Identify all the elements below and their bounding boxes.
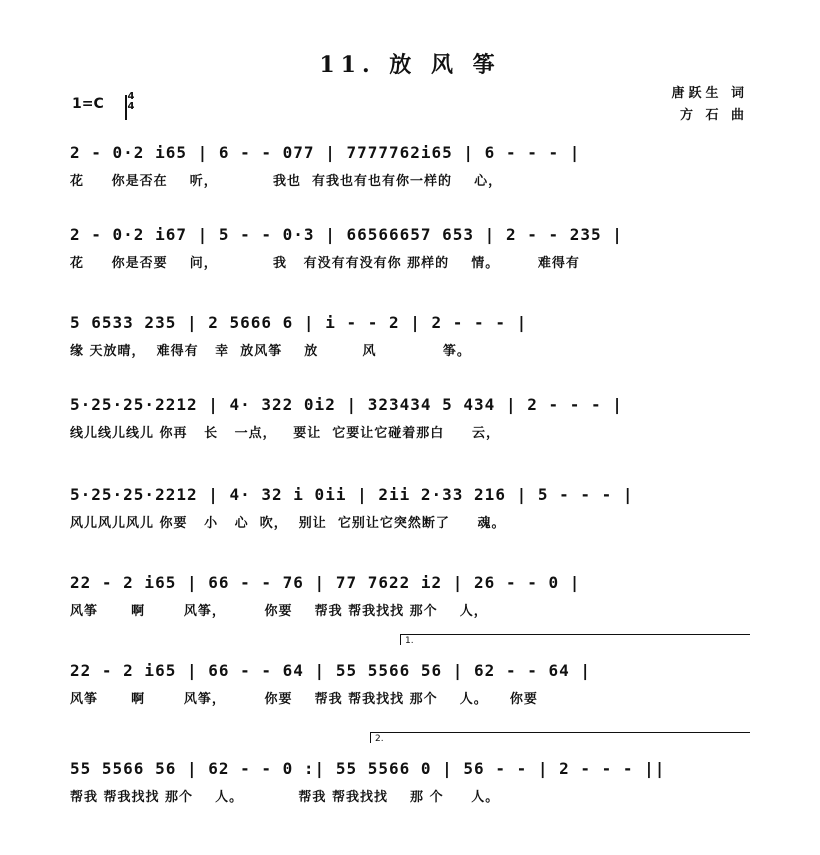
notation-line: 22 - 2 i65 | 66 - - 76 | 77 7622 i2 | 26 - - 0 | xyxy=(70,573,581,592)
score-line-8 xyxy=(0,756,820,836)
score-line-1 xyxy=(0,140,820,220)
score-line-2 xyxy=(0,222,820,302)
notation-line: 5·25·25·2212 | 4· 322 0i2 | 323434 5 434 | 2 - - - | xyxy=(70,395,623,414)
lyrics-line: 帮我 帮我找找 那个 人。 帮我 帮我找找 那 个 人。 xyxy=(70,790,500,805)
score-line-3 xyxy=(0,310,820,390)
time-signature-bottom: 4 xyxy=(127,101,135,112)
score-line-7 xyxy=(0,658,820,738)
lyrics-line: 花 你是否要 问， 我 有没有有没有你 那样的 情。 难得有 xyxy=(70,256,580,271)
notation-line: 2 - 0·2 i65 | 6 - - 077 | 7777762i65 | 6 - - - | xyxy=(70,143,581,162)
volta-second-ending: 2. xyxy=(370,732,750,743)
lyrics-line: 缘 天放晴， 难得有 幸 放风筝 放 风 筝。 xyxy=(70,344,471,359)
time-signature-top: 4 xyxy=(127,91,135,102)
score-line-4 xyxy=(0,392,820,472)
time-signature xyxy=(125,92,137,112)
lyrics-line: 风筝 啊 风筝， 你要 帮我 帮我找找 那个 人， xyxy=(70,604,488,619)
lyrics-line: 花 你是否在 听， 我也 有我也有也有你一样的 心， xyxy=(70,174,503,189)
notation-line: 55 5566 56 | 62 - - 0 :| 55 5566 0 | 56 - - | 2 - - - || xyxy=(70,759,666,778)
lyrics-line: 线儿线儿线儿 你再 长 一点， 要让 它要让它碰着那白 云， xyxy=(70,426,500,441)
volta-first-ending: 1. xyxy=(400,634,750,645)
composer-credit: 方 石 曲 xyxy=(679,108,748,123)
key-signature: 1=C xyxy=(72,96,104,112)
lyrics-line: 风筝 啊 风筝， 你要 帮我 帮我找找 那个 人。 你要 xyxy=(70,692,538,707)
lyricist-credit: 唐跃生 词 xyxy=(671,86,748,101)
score-line-5 xyxy=(0,482,820,562)
notation-line: 5·25·25·2212 | 4· 32 i 0ii | 2ii 2·33 216 | 5 - - - | xyxy=(70,485,634,504)
notation-line: 2 - 0·2 i67 | 5 - - 0·3 | 66566657 653 | 2 - - 235 | xyxy=(70,225,623,244)
lyrics-line: 风儿风儿风儿 你要 小 心 吹， 别让 它别让它突然断了 魂。 xyxy=(70,516,506,531)
song-title: 11. 放 风 筝 xyxy=(319,52,501,78)
notation-line: 22 - 2 i65 | 66 - - 64 | 55 5566 56 | 62 - - 64 | xyxy=(70,661,592,680)
notation-line: 5 6533 235 | 2 5666 6 | i - - 2 | 2 - - - | xyxy=(70,313,528,332)
